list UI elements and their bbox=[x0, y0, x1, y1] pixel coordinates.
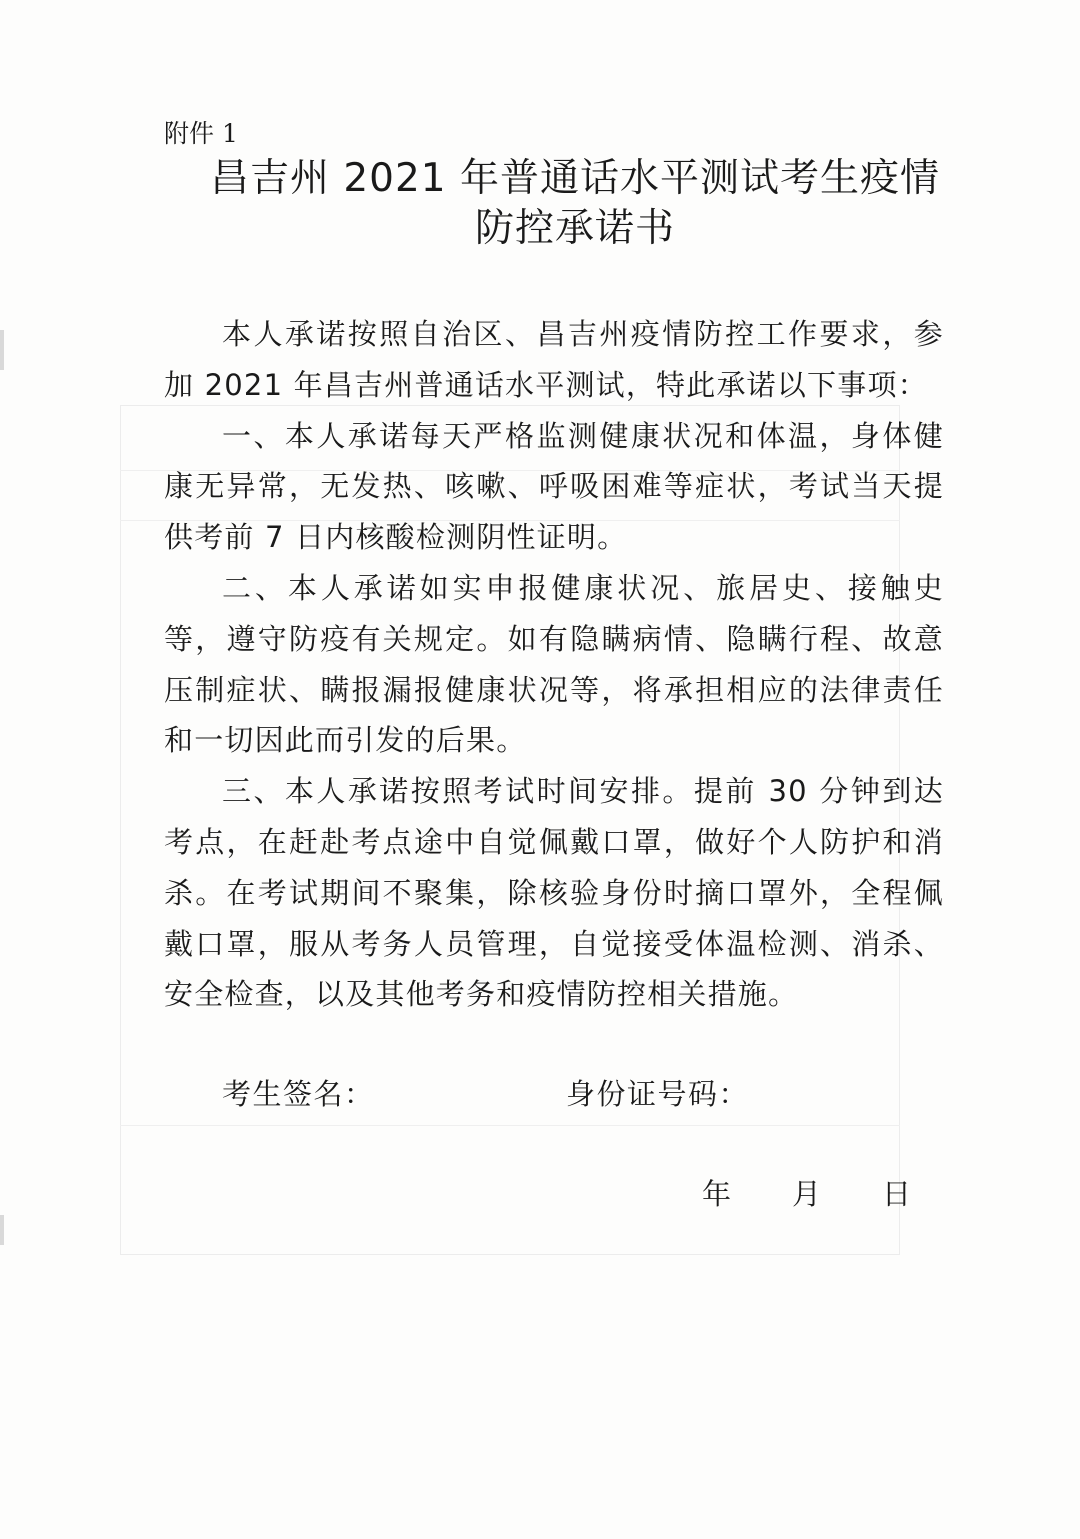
date-year-label: 年 bbox=[702, 1177, 732, 1211]
candidate-signature-label: 考生签名： bbox=[222, 1077, 375, 1111]
pledge-item-3: 三、本人承诺按照考试时间安排。提前 30 分钟到达考点，在赶赴考点途中自觉佩戴口罩，做好个人防护和消杀。在考试期间不聚集，除核验身份时摘口罩外，全程佩戴口罩，服从考务人员管理，自觉接受体温检测、消杀、安全检查，以及其他考务和疫情防控相关措施。 bbox=[164, 774, 944, 1012]
pledge-item-1: 一、本人承诺每天严格监测健康状况和体温，身体健康无异常，无发热、咳嗽、呼吸困难等症状，考试当天提供考前 7 日内核酸检测阴性证明。 bbox=[164, 418, 944, 555]
intro-paragraph: 本人承诺按照自治区、昌吉州疫情防控工作要求，参加 2021 年昌吉州普通话水平测试，特此承诺以下事项： bbox=[164, 317, 944, 402]
attachment-label: 附件 1 bbox=[164, 119, 238, 148]
scan-edge-mark bbox=[0, 330, 4, 370]
id-number-label: 身份证号码： bbox=[566, 1077, 750, 1111]
date-month-label: 月 bbox=[792, 1177, 822, 1211]
scan-edge-mark bbox=[0, 1215, 4, 1245]
pledge-item-2: 二、本人承诺如实申报健康状况、旅居史、接触史等，遵守防疫有关规定。如有隐瞒病情、隐瞒行程、故意压制症状、瞒报漏报健康状况等，将承担相应的法律责任和一切因此而引发的后果。 bbox=[164, 570, 944, 758]
document-title-line-2: 防控承诺书 bbox=[474, 206, 675, 251]
document-title-line-1: 昌吉州 2021 年普通话水平测试考生疫情 bbox=[209, 156, 941, 201]
date-day-label: 日 bbox=[882, 1177, 912, 1211]
bleed-through-line bbox=[120, 1125, 900, 1126]
document-body bbox=[164, 309, 944, 1020]
